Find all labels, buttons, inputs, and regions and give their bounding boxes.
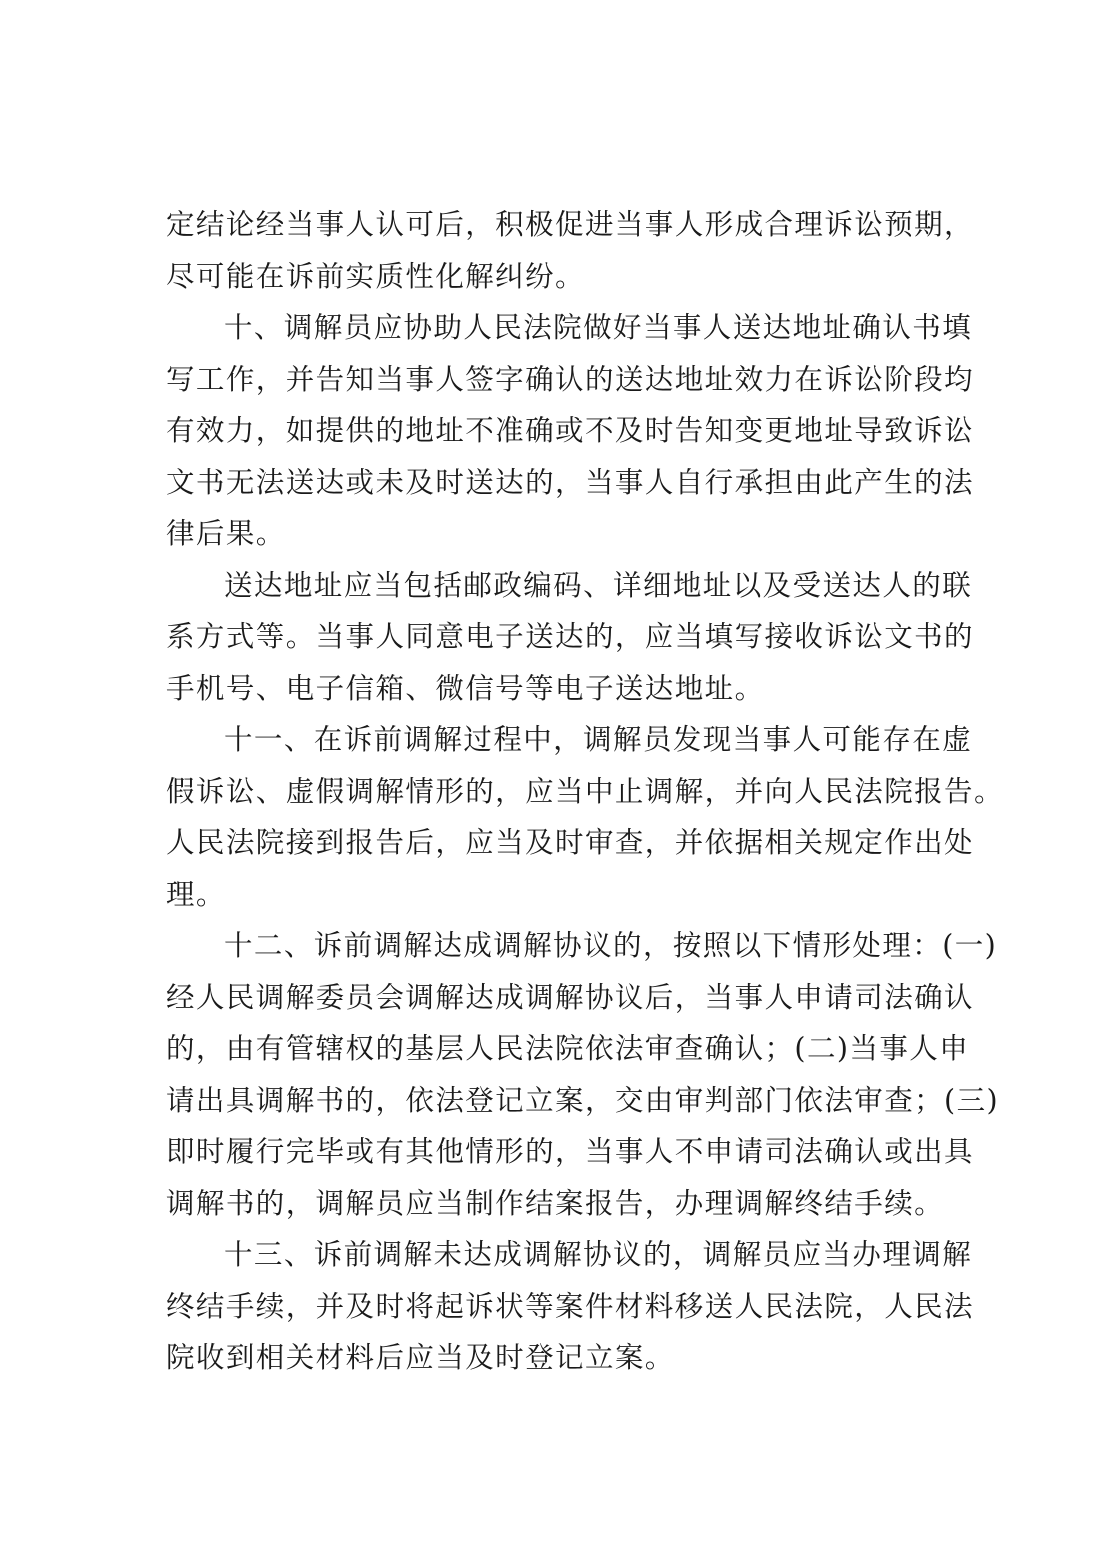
text-line: 手机号、电子信箱、微信号等电子送达地址。 <box>166 671 765 705</box>
text-line: 十、调解员应协助人民法院做好当事人送达地址确认书填 <box>224 311 973 344</box>
text-line: 人民法院接到报告后，应当及时审查，并依据相关规定作出处 <box>166 826 974 859</box>
text-line: 定结论经当事人认可后，积极促进当事人形成合理诉讼预期， <box>166 208 974 241</box>
text-line: 经人民调解委员会调解达成调解协议后，当事人申请司法确认 <box>166 980 974 1014</box>
document-body <box>166 199 1004 1384</box>
text-line: 有效力，如提供的地址不准确或不及时告知变更地址导致诉讼 <box>166 414 974 447</box>
text-line: 十一、在诉前调解过程中，调解员发现当事人可能存在虚 <box>224 723 973 756</box>
text-line: 院收到相关材料后应当及时登记立案。 <box>166 1341 675 1374</box>
text-line: 文书无法送达或未及时送达的，当事人自行承担由此产生的法 <box>166 465 974 499</box>
text-line: 的，由有管辖权的基层人民法院依法审查确认；(二)当事人申 <box>166 1032 970 1065</box>
text-line: 尽可能在诉前实质性化解纠纷。 <box>166 259 585 293</box>
text-line: 调解书的，调解员应当制作结案报告，办理调解终结手续。 <box>166 1186 945 1220</box>
text-line: 终结手续，并及时将起诉状等案件材料移送人民法院，人民法 <box>166 1289 974 1323</box>
text-line: 送达地址应当包括邮政编码、详细地址以及受送达人的联 <box>224 568 973 602</box>
text-line: 十二、诉前调解达成调解协议的，按照以下情形处理：(一) <box>224 929 998 962</box>
text-line: 系方式等。当事人同意电子送达的，应当填写接收诉讼文书的 <box>166 620 974 653</box>
text-line: 假诉讼、虚假调解情形的，应当中止调解，并向人民法院报告。 <box>166 774 1004 808</box>
text-line: 律后果。 <box>166 517 286 550</box>
text-line: 请出具调解书的，依法登记立案，交由审判部门依法审查；(三) <box>166 1083 1000 1117</box>
text-line: 写工作，并告知当事人签字确认的送达地址效力在诉讼阶段均 <box>166 362 974 396</box>
text-line: 十三、诉前调解未达成调解协议的，调解员应当办理调解 <box>224 1238 973 1271</box>
text-line: 即时履行完毕或有其他情形的，当事人不申请司法确认或出具 <box>166 1135 974 1168</box>
text-line: 理。 <box>166 877 226 911</box>
